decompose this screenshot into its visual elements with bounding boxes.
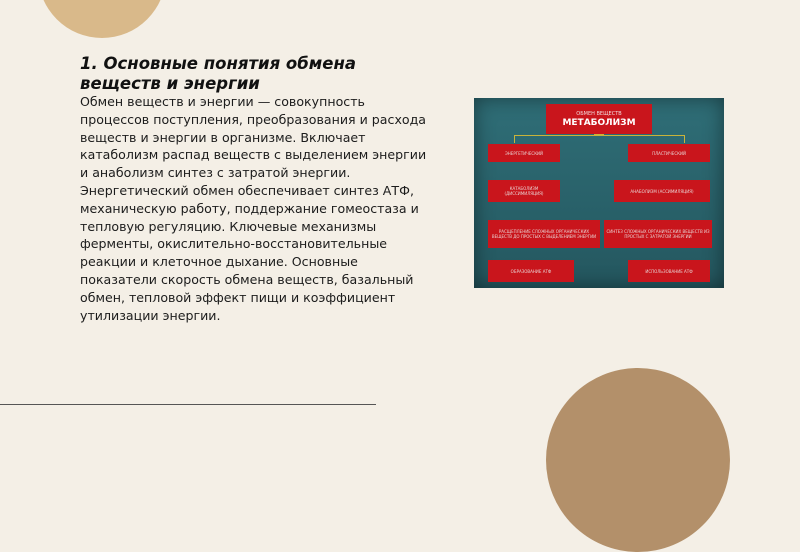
diagram-connector xyxy=(684,135,685,143)
diagram-connector xyxy=(514,135,515,143)
diagram-box-right-3: СИНТЕЗ СЛОЖНЫХ ОРГАНИЧЕСКИХ ВЕЩЕСТВ ИЗ ПРОСТЫХ С ЗАТРАТОЙ ЭНЕРГИИ xyxy=(604,220,712,248)
diagram-header-box xyxy=(546,104,652,134)
diagram-box-right-1: ПЛАСТИЧЕСКИЙ xyxy=(628,144,710,162)
diagram-box-left-3: РАСЩЕПЛЕНИЕ СЛОЖНЫХ ОРГАНИЧЕСКИХ ВЕЩЕСТВ ДО ПРОСТЫХ С ВЫДЕЛЕНИЕМ ЭНЕРГИИ xyxy=(488,220,600,248)
diagram-box-right-4: ИСПОЛЬЗОВАНИЕ АТФ xyxy=(628,260,710,282)
slide-title: 1. Основные понятия обмена веществ и энергии xyxy=(80,54,356,93)
diagram-box-right-2: АНАБОЛИЗМ (АССИМИЛЯЦИЯ) xyxy=(614,180,710,202)
footer-divider xyxy=(0,404,376,405)
decorative-circle-top xyxy=(38,0,166,38)
metabolism-diagram-image xyxy=(474,98,724,288)
diagram-header-main: МЕТАБОЛИЗМ xyxy=(562,117,636,128)
diagram-box-left-4: ОБРАЗОВАНИЕ АТФ xyxy=(488,260,574,282)
slide-body-text: Обмен веществ и энергии — совокупность процессов поступления, преобразования и расхода веществ и энергии в организме. Включает катаболизм распад веществ с выделением энергии и анаболизм синтез с затратой энергии. Энергетический обмен обеспечивает синтез АТФ, механическую работу, поддержание гомеостаза и тепловую регуляцию. Ключевые механизмы ферменты, окислительно-восстановительные реакции и клеточное дыхание. Основные показатели скорость обмена веществ, базальный обмен, тепловой эффект пищи и коэффициент утилизации энергии. xyxy=(80,94,427,323)
decorative-circle-bottom xyxy=(546,368,730,552)
diagram-box-left-2: КАТАБОЛИЗМ (ДИССИМИЛЯЦИЯ) xyxy=(488,180,560,202)
diagram-connector xyxy=(514,135,684,136)
diagram-box-left-1: ЭНЕРГЕТИЧЕСКИЙ xyxy=(488,144,560,162)
diagram-header-sub: ОБМЕН ВЕЩЕСТВ xyxy=(576,110,622,117)
